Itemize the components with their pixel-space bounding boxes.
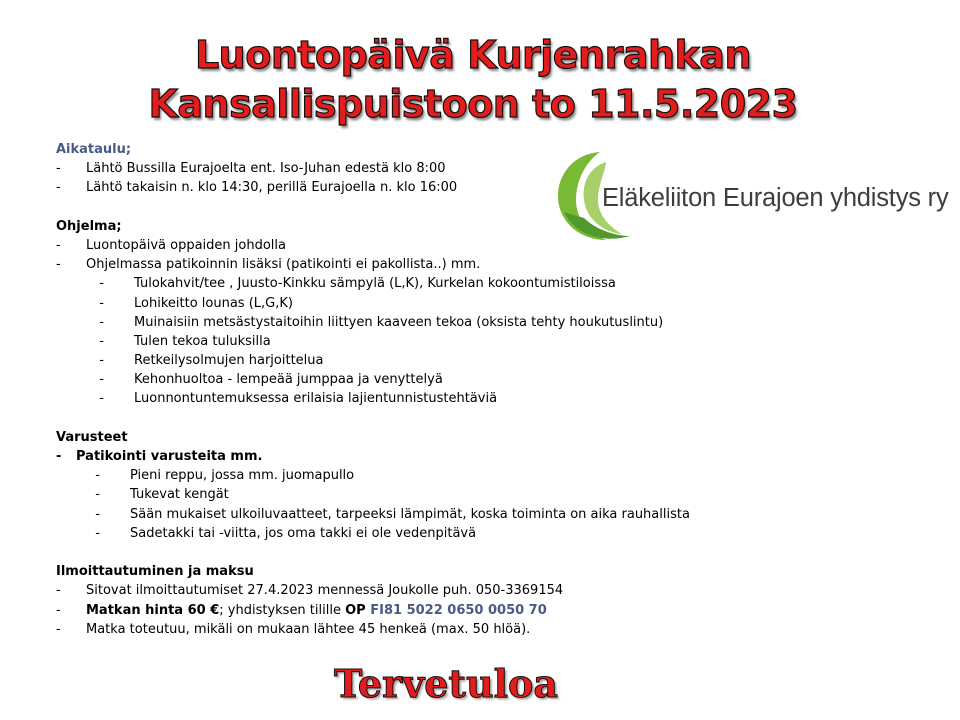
welcome-text: Tervetuloa [334,661,558,706]
list-item: - Lähtö takaisin n. klo 14:30, perillä Eurajoella n. klo 16:00 [56,180,458,196]
sub-list-item: - Muinaisiin metsästystaitoihin liittyen kaaveen tekoa (oksista tehty houkutuslintu) [99,314,664,330]
sub-list-item: - Pieni reppu, jossa mm. juomapullo [95,468,355,484]
equipment-subheading: - Patikointi varusteita mm. [56,449,263,464]
sub-list-item: - Tukevat kengät [95,487,229,503]
schedule-heading: Aikataulu; [56,142,132,157]
logo-text: Eläkeliiton Eurajoen yhdistys ry [602,184,949,212]
registration-heading: Ilmoittautuminen ja maksu [56,564,254,580]
sub-list-item: - Sadetakki tai -viitta, jos oma takki ei ole vedenpitävä [95,525,477,541]
sub-list-item: - Tulokahvit/tee , Juusto-Kinkku sämpylä (L,K), Kurkelan kokoontumistiloissa [99,276,616,292]
list-item: - Sitovat ilmoittautumiset 27.4.2023 mennessä Joukolle puh. 050-3369154 [56,583,564,599]
list-item: - Lähtö Bussilla Eurajoelta ent. Iso-Juhan edestä klo 8:00 [56,161,446,177]
title-line-1: Luontopäivä Kurjenrahkan [194,33,752,77]
sub-list-item: - Kehonhuoltoa - lempeää jumppaa ja venyttelyä [99,372,443,388]
iban: FI81 5022 0650 0050 70 [365,602,547,618]
program-heading: Ohjelma; [56,218,122,234]
equipment-heading: Varusteet [56,429,128,445]
sub-list-item: - Luonnontuntemuksessa erilaisia lajientunnistustehtäviä [99,391,498,407]
bank-name: OP [345,602,366,618]
list-item: - Ohjelmassa patikoinnin lisäksi (patikointi ei pakollista..) mm. [56,257,481,273]
sub-list-item: - Retkeilysolmujen harjoittelua [99,353,324,369]
document-body [56,140,936,639]
list-item-price: - Matkan hinta 60 €; yhdistyksen tilille OP FI81 5022 0650 0050 70 [56,602,547,618]
title-line-2: Kansallispuistoon to 11.5.2023 [148,82,798,126]
price: Matkan hinta 60 € [86,602,220,618]
sub-list-item: - Sään mukaiset ulkoiluvaatteet, tarpeeksi lämpimät, koska toiminta on aika rauhallista [95,506,690,522]
list-item: - Matka toteutuu, mikäli on mukaan lähtee 45 henkeä (max. 50 hlöä). [56,621,531,637]
list-item: - Luontopäivä oppaiden johdolla [56,237,286,253]
sub-list-item: - Tulen tekoa tuluksilla [99,333,271,349]
sub-list-item: - Lohikeitto lounas (L,G,K) [99,295,293,311]
